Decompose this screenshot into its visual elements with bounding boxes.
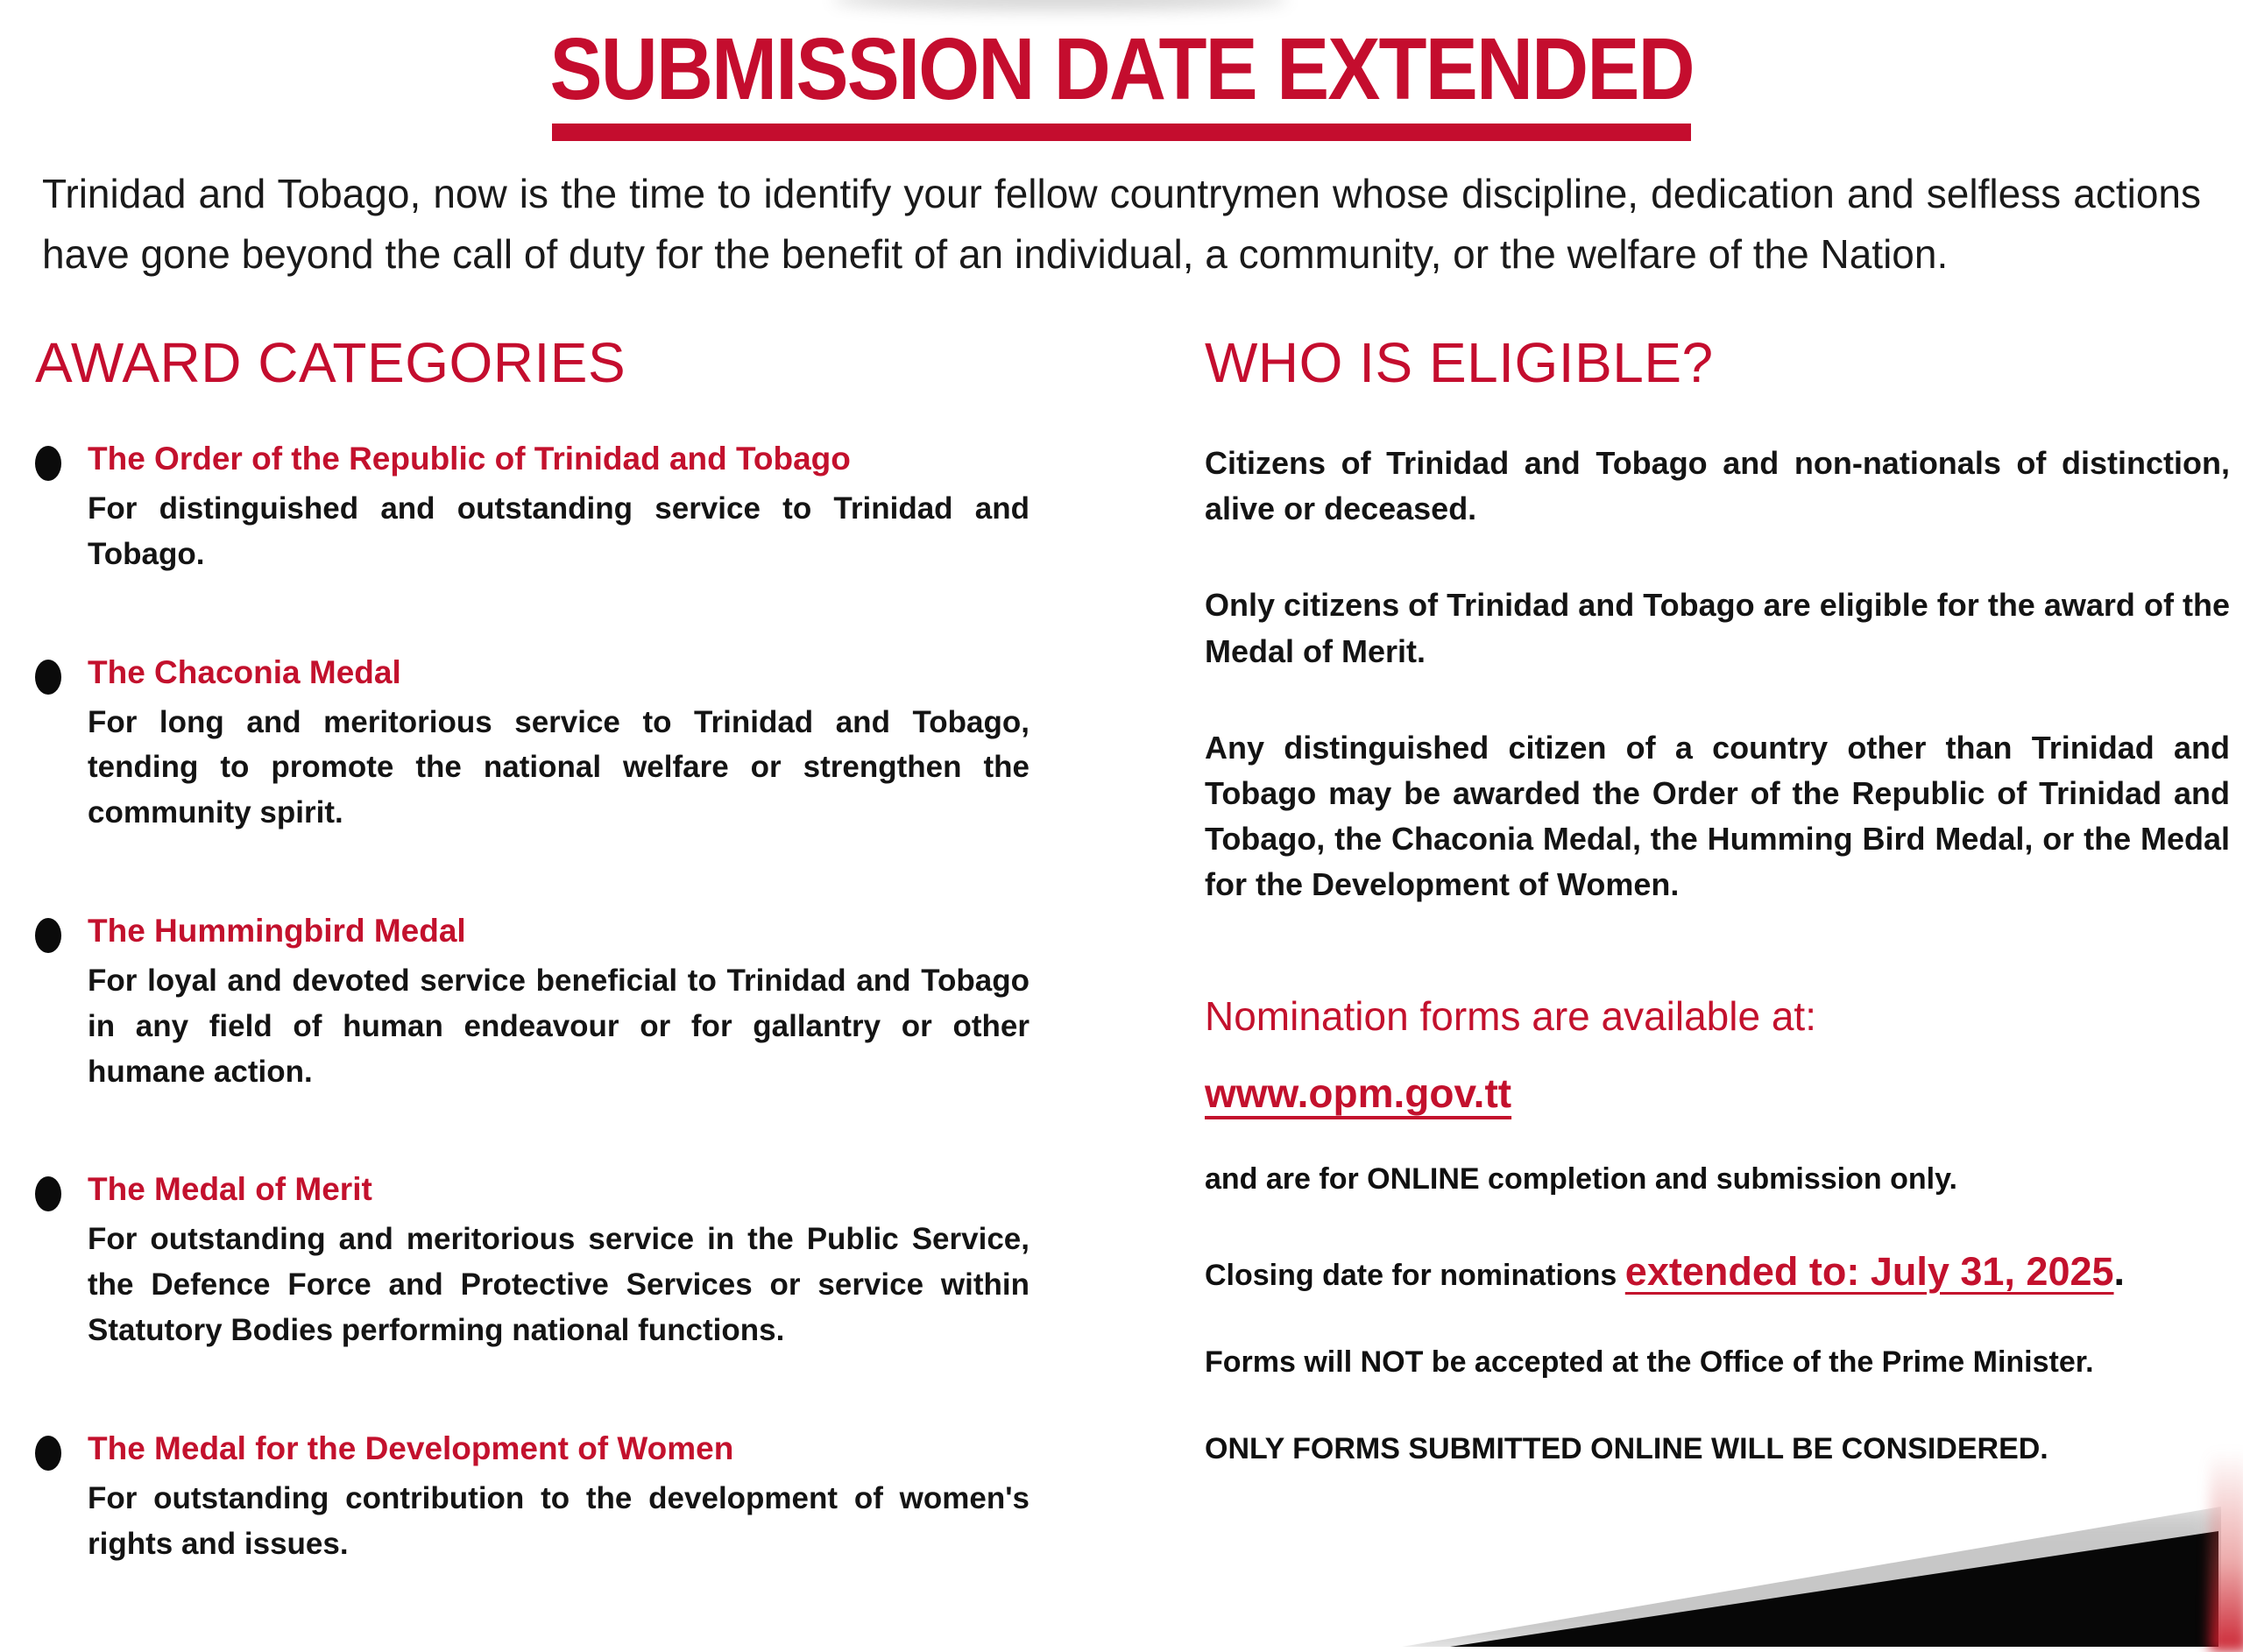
bullet-icon: [35, 1436, 61, 1471]
award-title: The Order of the Republic of Trinidad and Tobago: [88, 441, 851, 477]
award-title: The Medal of Merit: [88, 1171, 372, 1208]
closing-date-prefix: Closing date for nominations: [1205, 1258, 1625, 1292]
closing-date-period: .: [2113, 1248, 2126, 1294]
list-item: [35, 913, 1030, 1094]
list-item: [35, 441, 1030, 577]
intro-paragraph: Trinidad and Tobago, now is the time to identify your fellow countrymen whose discipline, dedication and selfless actions have gone beyond the call of duty for the benefit of an individual, a community, or the welfare of the Nation.: [42, 171, 2201, 277]
award-categories-heading: AWARD CATEGORIES: [35, 331, 626, 394]
award-title: The Medal for the Development of Women: [88, 1430, 734, 1466]
award-title: The Hummingbird Medal: [88, 912, 466, 949]
forms-not-accepted-note: Forms will NOT be accepted at the Office of the Prime Minister.: [1205, 1345, 2094, 1379]
award-description: For distinguished and outstanding service to Trinidad and Tobago.: [88, 491, 1030, 571]
list-item: [35, 1430, 1030, 1567]
closing-date-extended: extended to: July 31, 2025: [1624, 1248, 2114, 1294]
content-columns: [35, 330, 2230, 1643]
page-title: SUBMISSION DATE EXTENDED: [549, 20, 1694, 118]
title-underline: [552, 124, 1691, 141]
award-categories-section: [35, 330, 1030, 1643]
red-corner-glow: [2210, 1451, 2243, 1652]
award-description: For outstanding and meritorious service in the Public Service, the Defence Force and Protective Services or service within Statutory Bodies performing national functions.: [88, 1222, 1030, 1347]
bullet-icon: [35, 660, 61, 695]
nomination-forms-label: Nomination forms are available at:: [1205, 992, 1816, 1039]
award-title: The Chaconia Medal: [88, 653, 401, 690]
bullet-icon: [35, 1176, 61, 1211]
header: [0, 0, 2243, 141]
award-description: For outstanding contribution to the development of women's rights and issues.: [88, 1480, 1030, 1561]
list-item: [35, 654, 1030, 836]
eligibility-section: [1205, 330, 2230, 1519]
bullet-icon: [35, 446, 61, 481]
online-considered-note: ONLY FORMS SUBMITTED ONLINE WILL BE CONSIDERED.: [1205, 1431, 2048, 1465]
award-description: For long and meritorious service to Trinidad and Tobago, tending to promote the national welfare or strengthen the community spirit.: [88, 704, 1030, 830]
opm-website-link[interactable]: www.opm.gov.tt: [1205, 1070, 1512, 1116]
bullet-icon: [35, 918, 61, 953]
closing-date-line: [1205, 1249, 2230, 1295]
list-item: [35, 1171, 1030, 1352]
eligibility-paragraph: Citizens of Trinidad and Tobago and non-nationals of distinction, alive or deceased.: [1205, 445, 2230, 527]
eligibility-paragraph: Any distinguished citizen of a country other than Trinidad and Tobago may be awarded the Order of the Republic of Trinidad and Tobago, the Chaconia Medal, the Humming Bird Medal, or the Medal for the Development of Women.: [1205, 729, 2230, 903]
online-only-note: and are for ONLINE completion and submission only.: [1205, 1161, 1957, 1196]
award-description: For loyal and devoted service beneficial to Trinidad and Tobago in any field of human endeavour or for gallantry or other humane action.: [88, 963, 1030, 1089]
eligibility-paragraph: Only citizens of Trinidad and Tobago are eligible for the award of the Medal of Merit.: [1205, 587, 2230, 669]
who-is-eligible-heading: WHO IS ELIGIBLE?: [1205, 331, 1714, 394]
